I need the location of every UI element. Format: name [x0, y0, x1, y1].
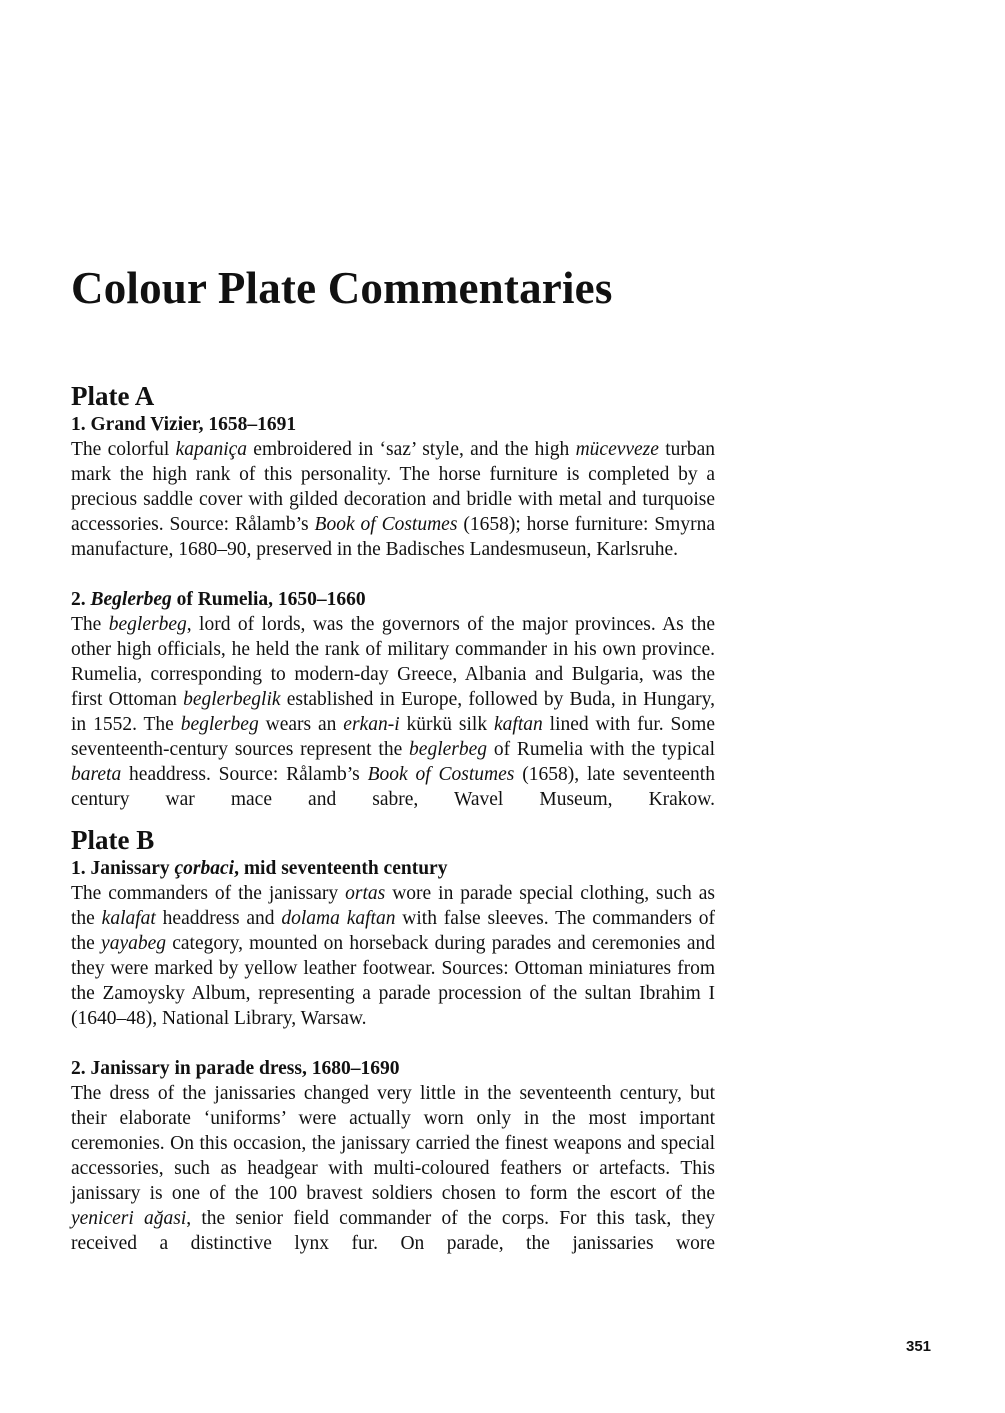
entry-body: The dress of the janissaries changed very little in the seventeenth century, but their elaborate ‘uniforms’ were actually worn only in the most important ceremonies. On this occasion, the janissary carried the finest weapons and special accessories, such as headgear with multi-coloured feathers or artefacts. This janissary is one of the 100 bravest soldiers chosen to form the escort of the yeniceri ağasi, the senior field commander of the corps. For this task, they received a distinctive lynx fur. On parade, the janissaries wore: [71, 1083, 715, 1254]
entry-heading: 2. Janissary in parade dress, 1680–1690: [71, 1058, 400, 1079]
plate-a-section: [71, 380, 715, 812]
plate-b-heading: Plate B: [71, 825, 155, 855]
entry-body: The commanders of the janissary ortas wore in parade special clothing, such as the kalafat headdress and dolama kaftan with false sleeves. The commanders of the yayabeg category, mounted on horseback during parades and ceremonies and they were marked by yellow leather footwear. Sources: Ottoman miniatures from the Zamoysky Album, representing a parade procession of the sultan Ibrahim I (1640–48), National Library, Warsaw.: [71, 883, 715, 1029]
page-title: Colour Plate Commentaries: [71, 263, 613, 313]
plate-b-entry-1: [71, 856, 715, 1031]
commentary-column: [71, 380, 715, 1256]
entry-heading: 2. Beglerbeg of Rumelia, 1650–1660: [71, 589, 366, 610]
entry-body: The beglerbeg, lord of lords, was the governors of the major provinces. As the other high officials, he held the rank of military commander in his own province. Rumelia, corresponding to modern-day Greece, Albania and Bulgaria, was the first Ottoman beglerbeglik established in Europe, followed by Buda, in Hungary, in 1552. The beglerbeg wears an erkan-i kürkü silk kaftan lined with fur. Some seventeenth-century sources represent the beglerbeg of Rumelia with the typical bareta headdress. Source: Rålamb’s Book of Costumes (1658), late seventeenth century war mace and sabre, Wavel Museum, Krakow.: [71, 614, 716, 810]
plate-a-entry-1: [71, 412, 715, 562]
entry-heading: 1. Grand Vizier, 1658–1691: [71, 414, 297, 435]
plate-a-heading: Plate A: [71, 381, 155, 411]
plate-b-section: [71, 824, 715, 1256]
page-number: 351: [906, 1338, 932, 1355]
entry-heading: 1. Janissary çorbaci, mid seventeenth century: [71, 858, 448, 879]
entry-body: The colorful kapaniça embroidered in ‘saz’ style, and the high mücevveze turban mark the high rank of this personality. The horse furniture is completed by a precious saddle cover with gilded decoration and bridle with metal and turquoise accessories. Source: Rålamb’s Book of Costumes (1658); horse furniture: Smyrna manufacture, 1680–90, preserved in the Badisches Landesmuseun, Karlsruhe.: [71, 439, 716, 560]
plate-b-entry-2: [71, 1056, 715, 1256]
plate-a-entry-2: [71, 587, 715, 812]
